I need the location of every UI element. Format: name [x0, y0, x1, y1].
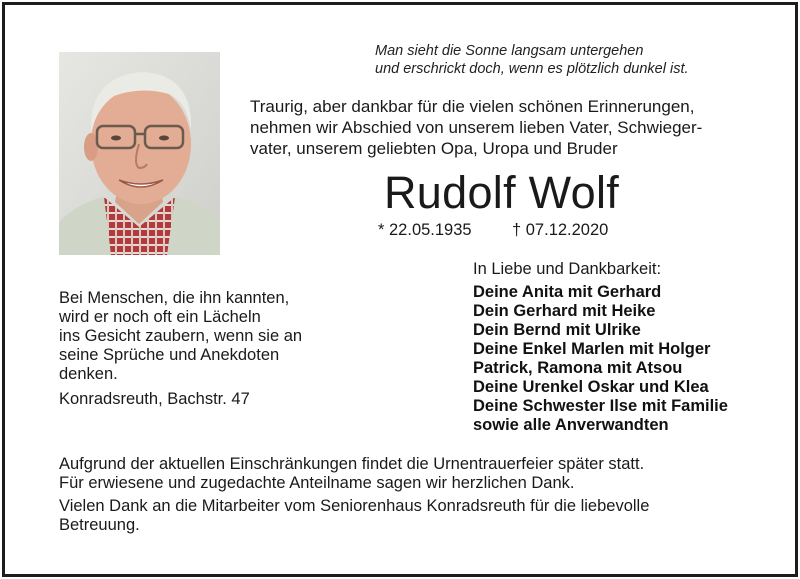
portrait-photo [59, 52, 220, 255]
intro-line: Traurig, aber dankbar für die vielen schönen Erinnerungen, [250, 97, 695, 116]
remembrance-text [59, 289, 359, 384]
birth-date: * 22.05.1935 [378, 221, 472, 239]
mourner-entry: Dein Bernd mit Ulrike [473, 321, 641, 339]
thanks-label: In Liebe und Dankbarkeit: [473, 260, 662, 278]
intro-line: nehmen wir Abschied von unserem lieben Vater, Schwieger- [250, 118, 703, 137]
remembrance-line: seine Sprüche und Anekdoten [59, 346, 280, 364]
notice-line: Für erwiesene und zugedachte Anteilname sagen wir herzlichen Dank. [59, 474, 575, 492]
portrait-image [59, 52, 220, 255]
motto-quote [375, 42, 755, 78]
mourner-entry: Patrick, Ramona mit Atsou [473, 359, 683, 377]
mourner-entry: Deine Enkel Marlen mit Holger [473, 340, 711, 358]
remembrance-line: wird er noch oft ein Lächeln [59, 308, 261, 326]
intro-text [250, 96, 770, 159]
death-date: † 07.12.2020 [512, 221, 609, 239]
remembrance-line: Bei Menschen, die ihn kannten, [59, 289, 290, 307]
notice-line: Betreuung. [59, 516, 140, 534]
mourner-entry: Deine Schwester Ilse mit Familie [473, 397, 728, 415]
notice-line: Aufgrund der aktuellen Einschränkungen findet die Urnentrauerfeier später statt. [59, 455, 645, 473]
motto-line: Man sieht die Sonne langsam untergehen [375, 43, 644, 59]
mourner-entry: Deine Anita mit Gerhard [473, 283, 662, 301]
funeral-notice [59, 455, 759, 535]
remembrance-line: denken. [59, 365, 118, 383]
mourner-entry: Deine Urenkel Oskar und Klea [473, 378, 709, 396]
deceased-name: Rudolf Wolf [384, 167, 620, 218]
intro-line: vater, unserem geliebten Opa, Uropa und Bruder [250, 139, 618, 158]
mourner-entry: Dein Gerhard mit Heike [473, 302, 656, 320]
notice-line: Vielen Dank an die Mitarbeiter vom Seniorenhaus Konradsreuth für die liebevolle [59, 497, 650, 515]
remembrance-line: ins Gesicht zaubern, wenn sie an [59, 327, 303, 345]
motto-line: und erschrickt doch, wenn es plötzlich dunkel ist. [375, 61, 689, 77]
mourner-entry: sowie alle Anverwandten [473, 416, 669, 434]
mourners-list [473, 283, 773, 435]
family-address: Konradsreuth, Bachstr. 47 [59, 390, 250, 408]
